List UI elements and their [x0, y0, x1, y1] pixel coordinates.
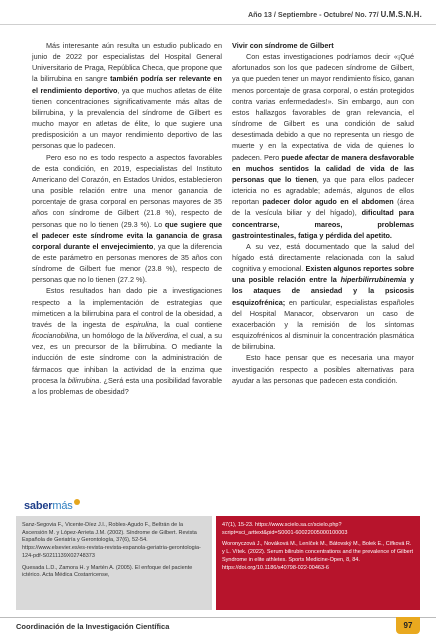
reference-item: Woronyczová J., Nováková M., Leníček M., Bátovský M., Bolek E., Cífková R. y L. Vítek. (2022). Serum bilirubin concentrations and the prevalence of Gilbert Syndrome in elite athletes. Sports Medicine-Open, 8, 84. https://doi.org/10.1186/s40798-022-00463-6	[222, 541, 414, 571]
left-column	[32, 40, 222, 397]
page-header	[248, 10, 422, 19]
footer-title: Coordinación de la Investigación Científica	[16, 622, 170, 631]
right-column	[232, 40, 414, 386]
reference-item: Quesada L.D., Zamora H. y Martén A. (2005). El enfoque del paciente ictérico. Acta Médica Costarricense,	[22, 564, 193, 579]
left-paragraph-2: Pero eso no es todo respecto a aspectos favorables de esta condición, en 2019, especialistas del Instituto Americano del Corazón, en Estados Unidos, establecieron una posible relación entre una menor ganancia de porcentaje de grasa corporal en personas mayores de 35 años con síndrome de Gilbert (21.8 %), respecto de personas que no lo tienen (29.3 %). Lo que sugiere que el padecer este síndrome evita la ganancia de grasa corporal durante el envejecimiento, ya que la diferencia de este parámetro en personas menores de 35 años con síndrome de Gilbert fue menor (23.8 %), respecto de personas que no lo tienen (27.2 %).	[32, 152, 222, 285]
reference-item: Sanz-Segovia F., Vicente-Díez J.I., Robles-Agudo F., Beltrán de la Ascensión M. y López-Arrieta J.M. (2002). Síndrome de Gilbert. Revista Española de Geriatría y Gerontología, 37(6), 52-54. https://www.elsevier.es/es-revista-revista-espanola-geriatria-gerontologia-124-pdf-S0211139X02748373	[22, 522, 201, 559]
section-heading: Vivir con síndrome de Gilbert	[232, 41, 334, 50]
right-paragraph-3: Esto hace pensar que es necesaria una mayor investigación respecto a posibles alternativas para ayudar a las personas que padecen esta condición.	[232, 353, 414, 385]
issue-info: Año 13 / Septiembre - Octubre/ No. 77/	[247, 10, 379, 19]
right-paragraph-2: A su vez, está documentado que la salud del hígado está directamente relacionada con la salud cognitiva y emocional. Existen algunos reportes sobre una posible relación entre la hiperbilirrubinemia y los ataques de ansiedad y la psicosis esquizofrénica; en particular, especialistas españoles del Hospital Manacor, observaron un caso de exacerbación y la remisión de los síntomas esquizofrénicos al disminuir la concentración plasmática de bilirrubina.	[232, 241, 415, 352]
references-right	[222, 522, 414, 576]
footer-divider	[0, 617, 436, 618]
header-divider	[0, 24, 436, 25]
sabermas-logo: sabermás	[24, 499, 80, 512]
logo-dot-icon	[74, 499, 80, 505]
left-paragraph-3: Estos resultados han dado pie a investigaciones respecto a la implementación de estrategias que mimeticen a la bilirrubina para el control de la obesidad, a través de la ingesta de espirulina, la cual contiene ficocianobilina, un homólogo de la biliverdina, el cual, a su vez, es un precursor de la bilirrubina. O mediante la inducción de este síndrome con la administración de fármacos que inhiban la actividad de la enzima que procesa la bilirrubina. ¿Será esta una posibilidad favorable a los problemas de obesidad?	[32, 286, 222, 396]
reference-item: 47(1), 15-23. https://www.scielo.sa.cr/scielo.php?script=sci_arttext&pid=S0001-60022005000100003	[222, 522, 348, 536]
institution-name: U.M.S.N.H.	[380, 10, 422, 19]
references-left	[22, 522, 206, 584]
page-number: 97	[396, 617, 420, 634]
right-paragraph-1: Con estas investigaciones podríamos decir «¡Qué afortunados son los que padecen síndrome de Gilbert, ya que pueden tener un mayor rendimiento físico, ganan menos porcentaje de grasa corporal, o están protegidos contra varias enfermedades!». Sin embargo, aun con estos hallazgos favorables de gran relevancia, el síndrome de Gilbert es una condición de salud desestimada debido a que no representa un riesgo de muerte y en la expectativa de vida de quienes lo padecen. Pero puede afectar de manera desfavorable en muchos sentidos la calidad de vida de las personas que lo tienen, ya que para ellos padecer ictericia no es agradable; además, algunos de ellos reportan padecer dolor agudo en el abdomen (área de la vesícula biliar y del hígado), dificultad para concentrarse, mareos, problemas gastrointestinales, fatiga y pérdida del apetito.	[232, 52, 414, 240]
left-paragraph-1: Más interesante aún resulta un estudio publicado en junio de 2022 por especialistas del Hospital General Universitario de Praga, República Checa, que propone que la bilirrubina en sangre también podría ser relevante en el rendimiento deportivo, ya que muchos atletas de élite tienen concentraciones significativamente más altas de bilirrubina, y la prevalencia del síndrome de Gilbert es mucho mayor en atletas de élite, lo que sugiere una predisposición a un mayor rendimiento deportivo de las personas que lo padecen.	[32, 41, 222, 151]
